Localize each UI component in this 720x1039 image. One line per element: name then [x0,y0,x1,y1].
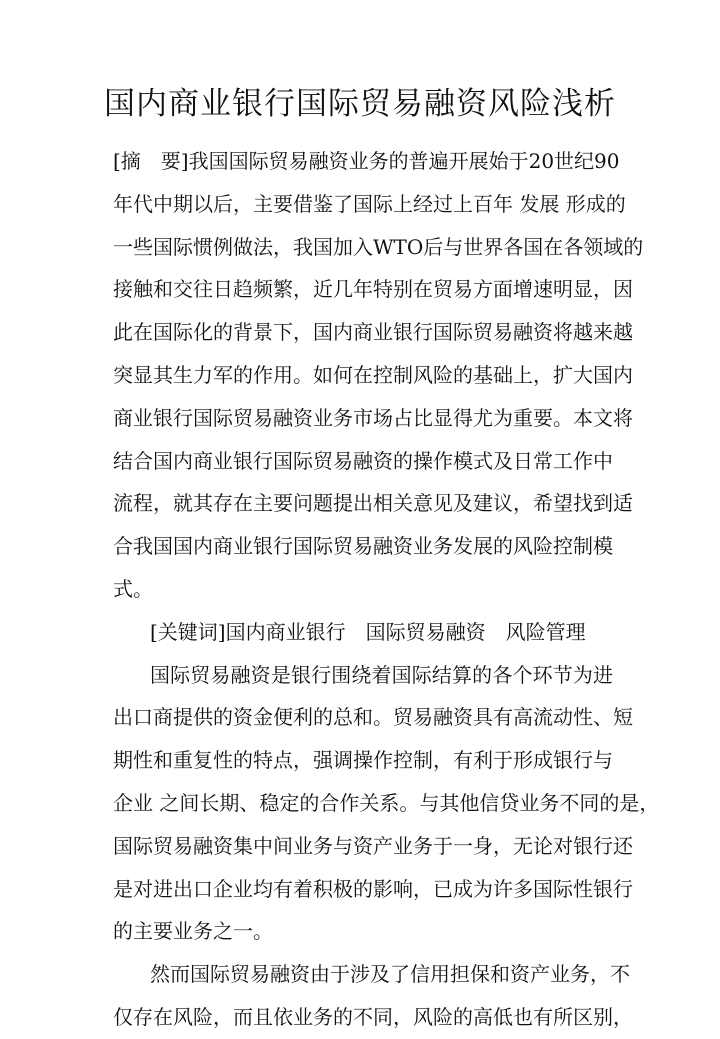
text-line: [摘 要]我国国际贸易融资业务的普遍开展始于20世纪90 [113,149,620,173]
text-line: 此在国际化的背景下，国内商业银行国际贸易融资将越来越 [113,320,633,345]
text-line: 的主要业务之一。 [113,919,273,944]
text-line: 流程，就其存在主要问题提出相关意见及建议，希望找到适 [113,491,633,516]
text-line: 国际贸易融资是银行围绕着国际结算的各个环节为进 [150,662,613,687]
text-line: 期性和重复性的特点，强调操作控制，有利于形成银行与 [113,748,613,773]
text-line: 出口商提供的资金便利的总和。贸易融资具有高流动性、短 [113,705,633,730]
text-line: 商业银行国际贸易融资业务市场占比显得尤为重要。本文将 [113,405,633,430]
text-line: [关键词]国内商业银行 国际贸易融资 风险管理 [150,619,586,644]
text-line: 国际贸易融资集中间业务与资产业务于一身，无论对银行还 [113,833,633,858]
text-line: 企业 之间长期、稳定的合作关系。与其他信贷业务不同的是， [113,790,660,815]
document-body [113,140,660,1039]
text-line: 然而国际贸易融资由于涉及了信用担保和资产业务，不 [150,962,630,987]
text-line: 一些国际惯例做法，我国加入WTO后与世界各国在各领域的 [113,234,644,259]
text-line: 结合国内商业银行国际贸易融资的操作模式及日常工作中 [113,448,613,473]
text-line: 接触和交往日趋频繁，近几年特别在贸易方面增速明显，因 [113,277,633,302]
text-line: 仅存在风险，而且依业务的不同，风险的高低也有所区别， [113,1004,633,1029]
document-title: 国内商业银行国际贸易融资风险浅析 [104,86,616,122]
text-line: 突显其生力军的作用。如何在控制风险的基础上，扩大国内 [113,362,633,387]
text-line: 合我国国内商业银行国际贸易融资业务发展的风险控制模 [113,534,613,559]
text-line: 式。 [113,576,153,601]
text-line: 是对进出口企业均有着积极的影响，已成为许多国际性银行 [113,876,633,901]
text-line: 年代中期以后，主要借鉴了国际上经过上百年 发展 形成的 [113,191,626,216]
